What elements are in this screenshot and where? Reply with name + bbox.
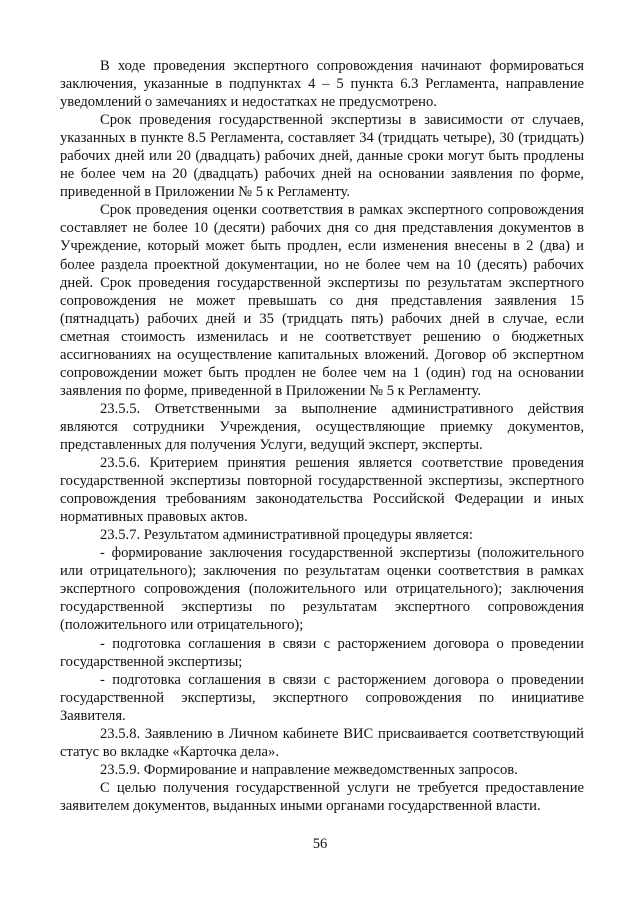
document-body: [60, 57, 584, 815]
paragraph-23-5-8: 23.5.8. Заявлению в Личном кабинете ВИС присваивается соответствующий статус во вкладке «Карточка дела».: [60, 725, 584, 760]
paragraph-no-documents-required: С целью получения государственной услуги не требуется предоставление заявителем документов, выданных иными органами государственной власти.: [60, 779, 584, 814]
paragraph-conformity-assessment-term: Срок проведения оценки соответствия в рамках экспертного сопровождения составляет не более 10 (десяти) рабочих дня со дня представления документов в Учреждение, который может быть продлен, если изменения внесены в 2 (два) и более раздела проектной документации, но не более чем на 10 (десять) рабочих дней. Срок проведения государственной экспертизы по результатам экспертного сопровождения не может превышать со дня представления заявления 15 (пятнадцать) рабочих дней и 35 (тридцать пять) рабочих дней в случае, если сметная стоимость изменилась и не соответствует решению о бюджетных ассигнованиях на осуществление капитальных вложений. Договор об экспертном сопровождении может быть продлен не более чем на 1 (один) год на основании заявления по форме, приведенной в Приложении № 5 к Регламенту.: [60, 202, 584, 399]
paragraph-23-5-6: 23.5.6. Критерием принятия решения является соответствие проведения государственной экспертизы повторной государственной экспертизы, экспертного сопровождения требованиям законодательства Российской Федерации и иных нормативных правовых актов.: [60, 455, 584, 526]
paragraph-expert-support-conclusions: В ходе проведения экспертного сопровождения начинают формироваться заключения, указанные в подпунктах 4 – 5 пункта 6.3 Регламента, направление уведомлений о замечаниях и недостатках не предусмотрено.: [60, 58, 584, 111]
paragraph-23-5-9: 23.5.9. Формирование и направление межведомственных запросов.: [100, 761, 518, 778]
list-item-termination-agreement-applicant: - подготовка соглашения в связи с расторжением договора о проведении государственной экспертизы, экспертного сопровождения по инициативе Заявителя.: [60, 671, 584, 724]
list-item-conclusion-formation: - формирование заключения государственной экспертизы (положительного или отрицательного); заключения по результатам оценки соответствия в рамках экспертного сопровождения (положительного или отрицательного); заключения государственной экспертизы по результатам экспертного сопровождения (положительного или отрицательного);: [60, 545, 584, 634]
page-number: 56: [312, 836, 328, 852]
paragraph-state-expertise-term: Срок проведения государственной экспертизы в зависимости от случаев, указанных в пункте 8.5 Регламента, составляет 34 (тридцать четыре), 30 (тридцать) рабочих дней или 20 (двадцать) рабочих дней, данные сроки могут быть продлены не более чем на 20 (двадцать) рабочих дней на основании заявления по форме, приведенной в Приложении № 5 к Регламенту.: [60, 112, 584, 201]
paragraph-23-5-5: 23.5.5. Ответственными за выполнение административного действия являются сотрудники Учреждения, осуществляющие приемку документов, представленных для получения Услуги, ведущий эксперт, эксперты.: [60, 400, 584, 453]
paragraph-23-5-7: 23.5.7. Результатом административной процедуры является:: [100, 527, 473, 544]
list-item-termination-agreement: - подготовка соглашения в связи с расторжением договора о проведении государственной экспертизы;: [60, 635, 584, 670]
